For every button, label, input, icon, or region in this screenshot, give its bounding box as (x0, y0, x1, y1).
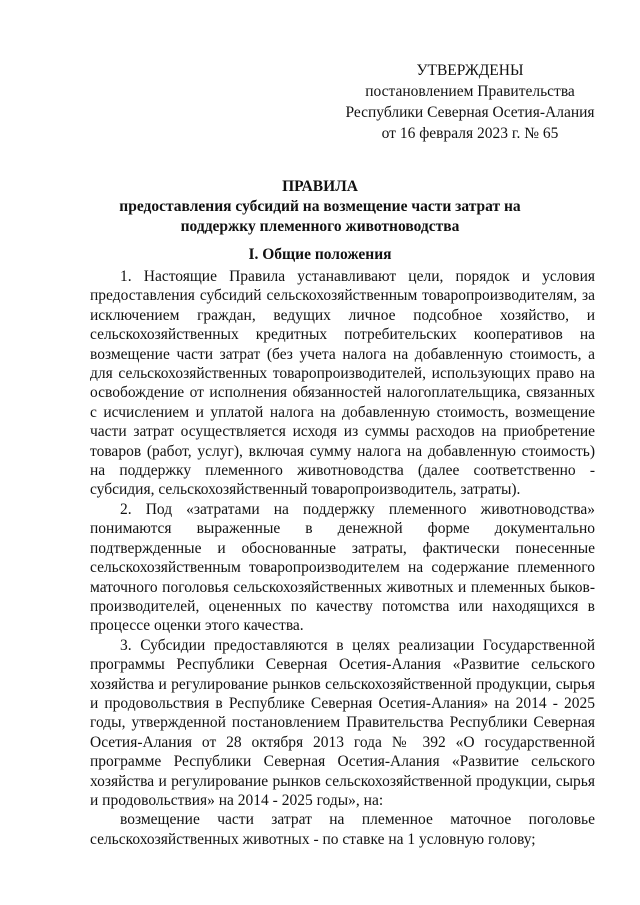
document-body (90, 267, 595, 849)
paragraph: 2. Под «затратами на поддержку племенного животноводства» понимаются выраженные в денежной форме документально подтвержденные и обоснованные затраты, фактически понесенные сельскохозяйственным товаропроизводителем на содержание племенного маточного поголовья сельскохозяйственных животных и племенных быков-производителей, оцененных по качеству потомства или находящихся в процессе оценки этого качества. (90, 500, 595, 635)
section-heading: I. Общие положения (248, 246, 392, 263)
approval-line: постановлением Правительства (365, 83, 575, 100)
paragraph: возмещение части затрат на племенное маточное поголовье сельскохозяйственных животных - по ставке на 1 условную голову; (90, 811, 595, 848)
paragraph: 3. Субсидии предоставляются в целях реализации Государственной программы Республики Северная Осетия-Алания «Развитие сельского хозяйства и регулирование рынков сельскохозяйственной продукции, сырья и продовольствия в Республике Северная Осетия-Алания» на 2014 - 2025 годы, утвержденной постановлением Правительства Республики Северная Осетия-Алания от 28 октября 2013 года № 392 «О государственной программе Республики Северная Осетия-Алания «Развитие сельского хозяйства и регулирование рынков сельскохозяйственной продукции, сырья и продовольствия» на 2014 - 2025 годы», на: (90, 636, 595, 809)
document-title: ПРАВИЛА (282, 178, 358, 195)
paragraph: 1. Настоящие Правила устанавливают цели, порядок и условия предоставления субсидий сельскохозяйственным товаропроизводителям, за исключением граждан, ведущих личное подсобное хозяйство, и сельскохозяйственных кредитных потребительских кооперативов на возмещение части затрат (без учета налога на добавленную стоимость, а для сельскохозяйственных товаропроизводителей, использующих право на освобождение от исполнения обязанностей налогоплательщика, связанных с исчислением и уплатой налога на добавленную стоимость, возмещение части затрат осуществляется исходя из суммы расходов на приобретение товаров (работ, услуг), включая сумму налога на добавленную стоимость) на поддержку племенного животноводства (далее соответственно - субсидия, сельскохозяйственный товаропроизводитель, затраты). (90, 268, 595, 499)
approval-line: Республики Северная Осетия-Алания (345, 104, 595, 121)
approval-block (340, 60, 600, 144)
document-subtitle: предоставления субсидий на возмещение части затрат на поддержку племенного животноводства (119, 198, 521, 235)
approval-title: УТВЕРЖДЕНЫ (416, 62, 524, 79)
approval-date: от 16 февраля 2023 г. № 65 (381, 125, 559, 142)
